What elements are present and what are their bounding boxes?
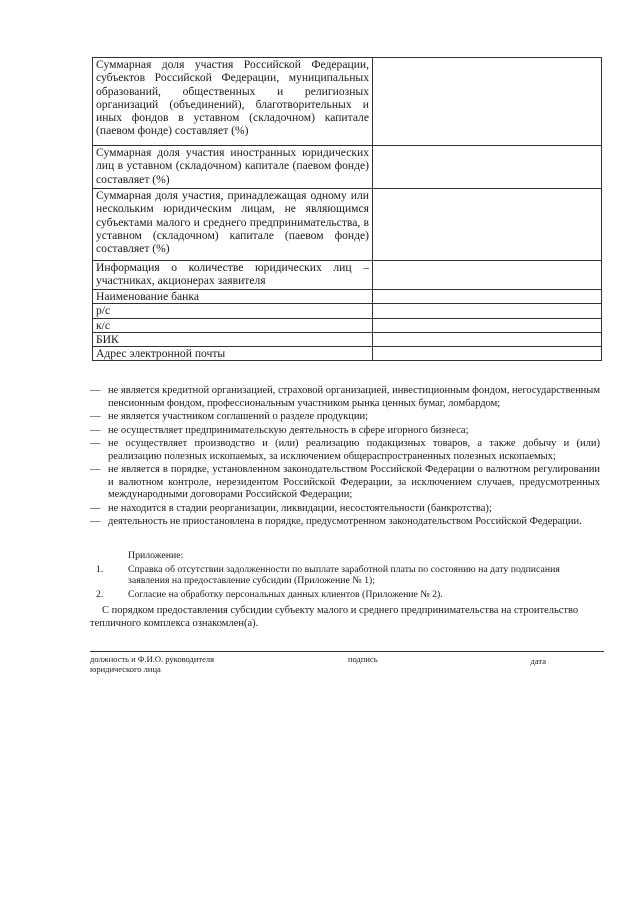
row-label-participants-count: Информация о количестве юридических лиц – участниках, акционерах заявителя (93, 261, 373, 290)
row-value-settlement-account[interactable] (373, 304, 602, 318)
table-row (93, 332, 602, 346)
declaration-text: не находится в стадии реорганизации, ликвидации, несостоятельности (банкротства); (108, 502, 492, 514)
attachment-text: Согласие на обработку персональных данных клиентов (Приложение № 2). (128, 588, 443, 600)
declaration-text: не является кредитной организацией, страховой организацией, инвестиционным фондом, негосударственным пенсионным фондом, профессиональным участником рынка ценных бумаг, ломбардом; (108, 385, 600, 409)
table-row (93, 304, 602, 318)
table-row (93, 146, 602, 189)
list-item (90, 438, 600, 463)
row-label-state-share: Суммарная доля участия Российской Федерации, субъектов Российской Федерации, муниципальных образований, общественных и религиозных организаций (объединений), благотворительных и иных фондов в уставном (складочном) капитале (паевом фонде) составляет (%) (93, 58, 373, 146)
attachments-title: Приложение: (128, 550, 184, 561)
signature-block[interactable] (90, 651, 604, 686)
list-item (96, 589, 600, 601)
row-value-state-share[interactable] (373, 58, 602, 146)
list-item (90, 464, 600, 502)
row-value-non-sme-share[interactable] (373, 189, 602, 261)
list-item (90, 503, 600, 516)
declaration-text: не осуществляет производство и (или) реализацию подакцизных товаров, а также добычу и (или) реализацию полезных ископаемых, за исключением общераспространенных полезных ископаемых; (108, 438, 600, 462)
declaration-text: не является в порядке, установленном законодательством Российской Федерации о валютном регулировании и валютном контроле, нерезидентом Российской Федерации, за исключением случаев, предусмотренных международными договорами Российской Федерации; (108, 464, 600, 500)
row-label-non-sme-share: Суммарная доля участия, принадлежащая одному или нескольким юридическим лицам, не являющимся субъектами малого и среднего предпринимательства, в уставном (складочном) капитале (паевом фонде) составляет (%) (93, 189, 373, 261)
attachment-number: 1. (96, 563, 104, 575)
dash-marker: — (90, 516, 101, 527)
acknowledgement-paragraph: С порядком предоставления субсидии субъекту малого и среднего предпринимательства на строительство тепличного комплекса ознакомлен(а). (90, 605, 579, 629)
table-row (93, 318, 602, 332)
declaration-text: не осуществляет предпринимательскую деятельность в сфере игорного бизнеса; (108, 424, 469, 436)
row-label-correspondent-account: к/с (93, 318, 373, 332)
eligibility-declarations (90, 385, 600, 530)
row-value-email[interactable] (373, 347, 602, 361)
list-item (90, 425, 600, 438)
attachments-section (96, 550, 600, 602)
row-value-participants-count[interactable] (373, 261, 602, 290)
row-label-bank-name: Наименование банка (93, 290, 373, 304)
declaration-text: не является участником соглашений о разделе продукции; (108, 411, 369, 422)
dash-marker: — (90, 502, 101, 514)
row-value-correspondent-account[interactable] (373, 318, 602, 332)
signature-label: подпись (348, 654, 378, 664)
table-row (93, 189, 602, 261)
declaration-text: деятельность не приостановлена в порядке, предусмотренном законодательством Российской Федерации. (108, 516, 582, 527)
date-label: дата (530, 656, 546, 666)
table-row (93, 261, 602, 290)
dash-marker: — (90, 424, 101, 436)
list-item (96, 564, 600, 587)
row-label-email: Адрес электронной почты (93, 347, 373, 361)
dash-marker: — (90, 385, 101, 396)
row-label-settlement-account: р/с (93, 304, 373, 318)
attachment-text: Справка об отсутствии задолженности по выплате заработной платы по состоянию на дату подписания заявления на предоставление субсидии (Приложение № 1); (128, 563, 560, 586)
attachment-number: 2. (96, 588, 104, 600)
table-row (93, 290, 602, 304)
table-row (93, 58, 602, 146)
applicant-info-table (92, 57, 602, 361)
row-label-bik: БИК (93, 332, 373, 346)
list-item (90, 516, 600, 529)
dash-marker: — (90, 411, 101, 422)
list-item (90, 411, 600, 424)
row-value-bank-name[interactable] (373, 290, 602, 304)
row-label-foreign-share: Суммарная доля участия иностранных юридических лиц в уставном (складочном) капитале (паевом фонде) составляет (%) (93, 146, 373, 189)
dash-marker: — (90, 438, 101, 449)
position-and-name-label: должность и Ф.И.О. руководителя юридического лица (90, 654, 215, 674)
dash-marker: — (90, 464, 101, 475)
list-item (90, 385, 600, 410)
table-row (93, 347, 602, 361)
row-value-bik[interactable] (373, 332, 602, 346)
row-value-foreign-share[interactable] (373, 146, 602, 189)
